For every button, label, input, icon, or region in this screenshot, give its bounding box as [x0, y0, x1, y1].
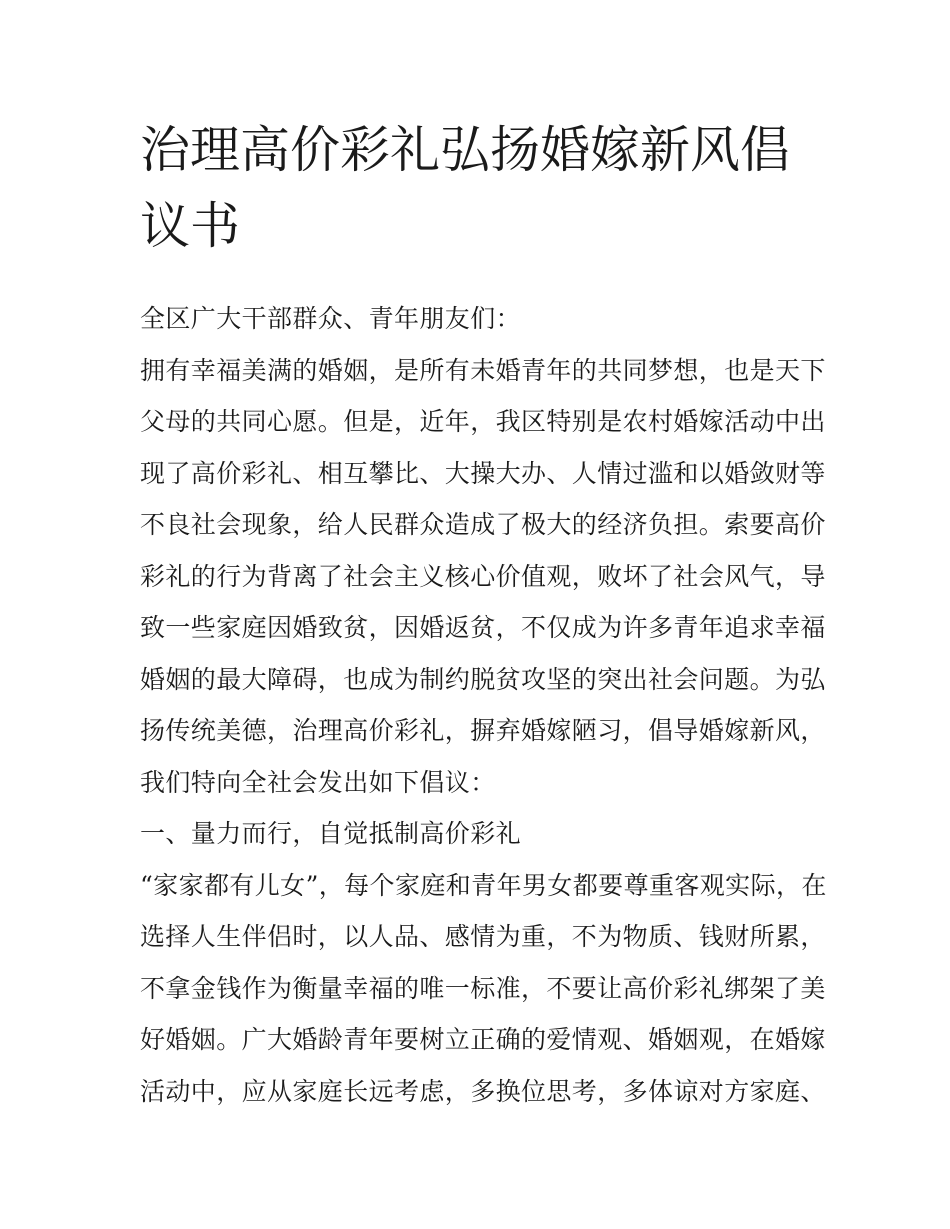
paragraph-line: 现了高价彩礼、相互攀比、大操大办、人情过滥和以婚敛财等 — [140, 458, 826, 488]
paragraph-line: 彩礼的行为背离了社会主义核心价值观，败坏了社会风气，导 — [140, 561, 826, 591]
paragraph-line: 我们特向全社会发出如下倡议： — [140, 767, 496, 797]
paragraph-line: 活动中，应从家庭长远考虑，多换位思考，多体谅对方家庭、 — [140, 1076, 826, 1106]
paragraph-line: 拥有幸福美满的婚姻，是所有未婚青年的共同梦想，也是天下 — [140, 355, 826, 385]
paragraph-line: 好婚姻。广大婚龄青年要树立正确的爱情观、婚姻观，在婚嫁 — [140, 1025, 826, 1054]
document-body — [140, 293, 827, 1117]
paragraph-line: 父母的共同心愿。但是，近年，我区特别是农村婚嫁活动中出 — [140, 407, 826, 436]
document-content — [140, 112, 827, 1117]
paragraph-line: “家家都有儿女”，每个家庭和青年男女都要尊重客观实际，在 — [140, 870, 827, 900]
paragraph-line: 致一些家庭因婚致贫，因婚返贫，不仅成为许多青年追求幸福 — [140, 613, 826, 642]
paragraph-line: 选择人生伴侣时，以人品、感情为重，不为物质、钱财所累， — [140, 922, 826, 951]
document-title: 治理高价彩礼弘扬婚嫁新风倡议书 — [140, 121, 790, 255]
paragraph-line: 不良社会现象，给人民群众造成了极大的经济负担。索要高价 — [140, 510, 826, 539]
paragraph-line: 婚姻的最大障碍，也成为制约脱贫攻坚的突出社会问题。为弘 — [140, 664, 826, 694]
paragraph-line: 扬传统美德，治理高价彩礼，摒弃婚嫁陋习，倡导婚嫁新风， — [140, 716, 826, 745]
salutation-line: 全区广大干部群众、青年朋友们： — [140, 304, 522, 333]
paragraph-line: 不拿金钱作为衡量幸福的唯一标准，不要让高价彩礼绑架了美 — [140, 973, 826, 1003]
section-heading: 一、量力而行，自觉抵制高价彩礼 — [140, 819, 522, 848]
